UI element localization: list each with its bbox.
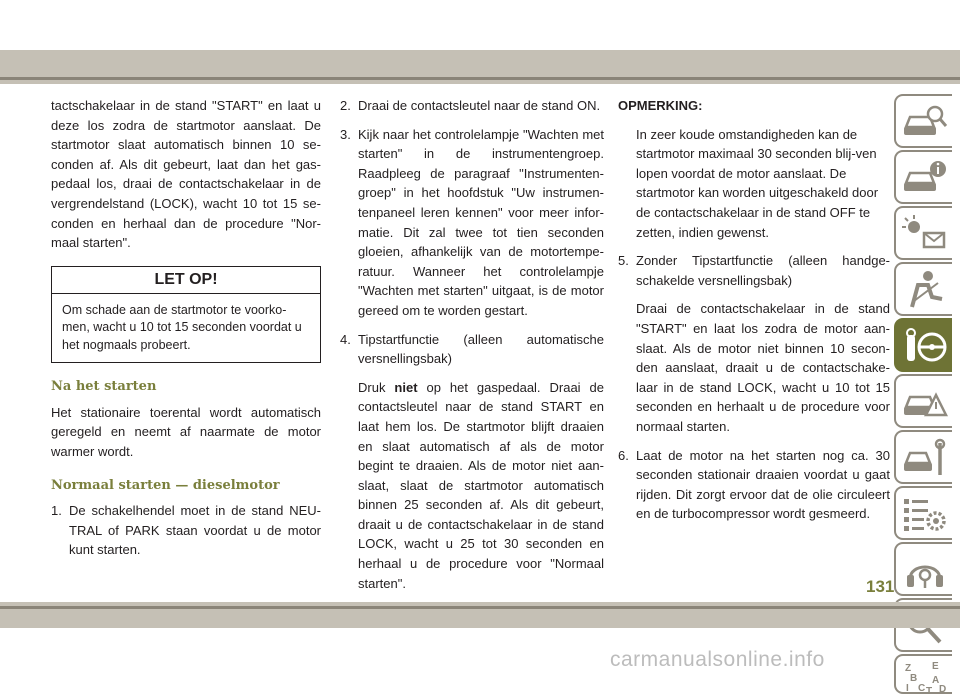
column-1 — [51, 96, 321, 560]
list-item-4 — [340, 330, 604, 369]
list-item-1 — [51, 501, 321, 560]
list-text: Kijk naar het controlelampje "Wachten met starten" in de instrumentengroep. Raadpleeg de paragraaf "Instrumenten-groep" in het hoofdstuk "Uw instrumen-tenpaneel leren kennen" voor meer infor-matie. Dit zal twee tot tien seconden gloeien, afhankelijk van de motortempe-ratuur. Wanneer het controlelampje "Wachten met starten" uitgaat, is de motor gereed om te worden gestart. — [358, 126, 604, 318]
after-start-paragraph: Het stationaire toerental wordt automatisch geregeld en neemt af naarmate de motor warmer wordt. — [51, 404, 321, 460]
list-number: 4. — [340, 331, 351, 347]
car-emergency-icon[interactable] — [894, 374, 952, 428]
multimedia-icon[interactable] — [894, 542, 952, 596]
header-band — [0, 50, 960, 84]
list-item-4-paragraph — [358, 378, 604, 594]
specifications-icon[interactable] — [894, 486, 952, 540]
list-number: 1. — [51, 503, 62, 519]
index-letter: D — [939, 684, 947, 695]
key-steering-icon[interactable] — [894, 318, 952, 372]
list-text: Zonder Tipstartfunctie (alleen handge-schakelde versnellingsbak) — [636, 253, 890, 288]
list-item-5 — [618, 251, 890, 290]
index-letter: C — [918, 683, 926, 694]
list-item-3 — [340, 125, 604, 321]
text-run: op het gaspedaal. Draai de contactsleutel naar de stand START en laat hem los. De startmotor blijft draaien en slaat automatisch af als de motor begint te draaien. Als de motor niet aan-slaat, slaat de startmotor automatisch binnen 25 seconden af. Als dit gebeurt, draait u de contactschakelaar in de stand LOCK, wacht u 25 tot 30 seconden en herhaal u de procedure voor "Normaal starten". — [358, 379, 604, 591]
heading-after-start: Na het starten — [51, 379, 157, 395]
index-letter: I — [906, 683, 909, 694]
car-service-icon[interactable] — [894, 430, 952, 484]
list-item-5-paragraph: Draai de contactschakelaar in de stand "START" en laat los zodra de motor aan-slaat. Als de motor niet binnen 10 secon-den aanslaat, draait u de contactschake-laar in de stand LOCK, wacht u 10 tot 15 seconden en herhaalt u de procedure voor normaal starten. — [636, 301, 890, 434]
column-3 — [618, 96, 890, 524]
footer-band — [0, 602, 960, 628]
list-number: 6. — [618, 447, 629, 463]
note-text: In zeer koude omstandigheden kan de startmotor maximaal 30 seconden blij-ven lopen voordat de motor aanslaat. De startmotor kan worden uitgeschakeld door de contactschakelaar in de stand OFF te zetten, indien gewenst. — [636, 126, 879, 240]
list-number: 3. — [340, 126, 351, 142]
list-number: 2. — [340, 98, 351, 113]
index-letter: T — [926, 686, 933, 695]
index-letter: A — [932, 675, 940, 686]
list-text: Tipstartfunctie (alleen automatische versnellingsbak) — [358, 331, 604, 367]
emphasis-text: niet — [394, 379, 418, 395]
warning-lights-icon[interactable] — [894, 206, 952, 260]
index-letter: E — [932, 661, 939, 672]
index-icon[interactable] — [894, 654, 952, 694]
list-number: 5. — [618, 253, 629, 269]
list-text: Draai de contactsleutel naar de stand ON. — [358, 98, 601, 113]
text-run: Druk — [358, 379, 395, 395]
header-stripe — [0, 77, 960, 80]
car-search-icon[interactable] — [894, 94, 952, 148]
list-item-2 — [340, 96, 604, 116]
watermark: carmanualsonline.info — [610, 648, 825, 671]
warning-title: LET OP! — [52, 267, 320, 294]
warning-box — [51, 266, 321, 364]
index-letter: B — [910, 673, 918, 684]
warning-text: Om schade aan de startmotor te voorko-men, wacht u 10 tot 15 seconden voordat u het nogmaals probeert. — [62, 302, 302, 352]
heading-diesel-start: Normaal starten — dieselmotor — [51, 477, 280, 493]
list-text: Laat de motor na het starten nog ca. 30 seconden stationair draaien voordat u gaat rijden. Dit zorgt ervoor dat de olie circuleert en de turbocompressor wordt gesmeerd. — [636, 447, 890, 522]
note-title: OPMERKING: — [618, 98, 703, 113]
list-text: De schakelhendel moet in de stand NEU-TRAL of PARK staan voordat u de motor kunt starten. — [69, 503, 321, 558]
list-item-6 — [618, 446, 890, 524]
seat-safety-icon[interactable] — [894, 262, 952, 316]
page-number: 131 — [866, 577, 895, 596]
index-letter: Z — [905, 663, 912, 674]
car-info-icon[interactable] — [894, 150, 952, 204]
intro-paragraph: tactschakelaar in de stand "START" en laat u deze los zodra de startmotor aanslaat. De startmotor slaat automatisch binnen 10 se-conden af. Als dit gebeurt, laat dan het gas-pedaal los, draai de contactschakelaar in de vergrendelstand (LOCK), wacht 10 tot 15 se-conden en herhaal dan de procedure "Nor-maal starten". — [51, 98, 321, 251]
footer-stripe — [0, 606, 960, 609]
column-2 — [340, 96, 604, 593]
